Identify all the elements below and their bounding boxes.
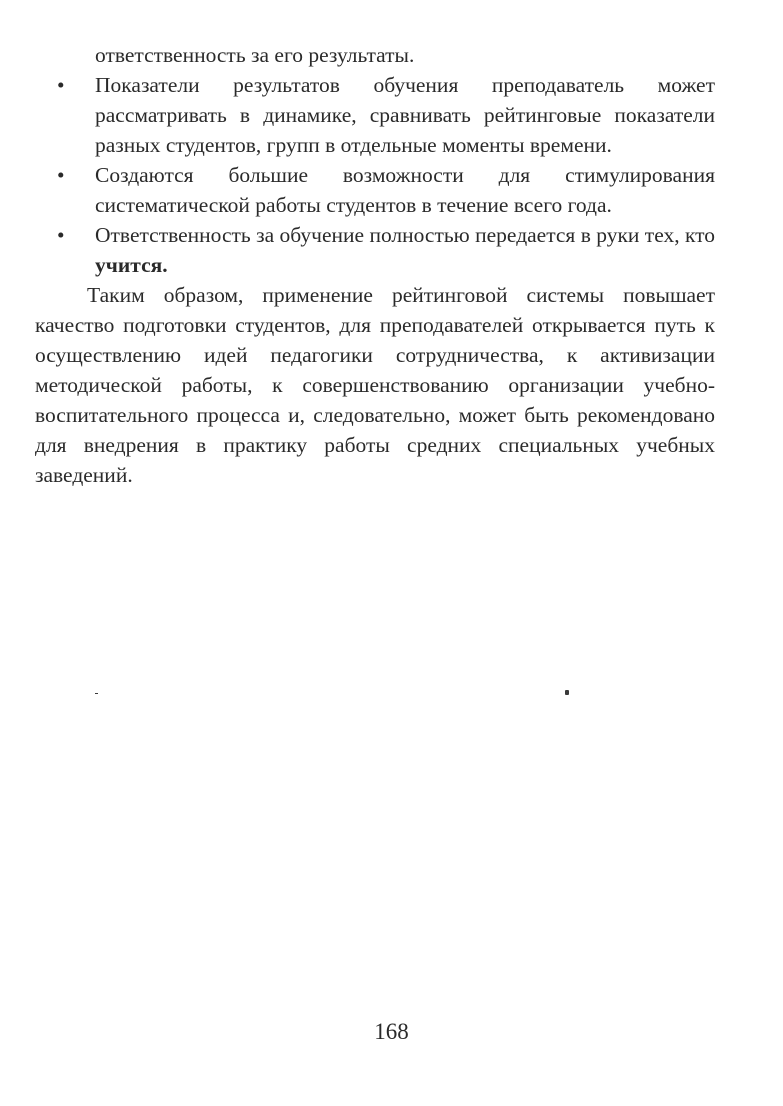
bullet-item-3 xyxy=(35,220,715,280)
bullet-text xyxy=(95,220,715,280)
bullet-dot-icon: • xyxy=(57,73,65,97)
conclusion-paragraph: Таким образом, применение рейтинговой системы повышает качество подготовки студентов, для преподавателей открывается путь к осуществлению идей педагогики сотрудничества, к активизации методической работы, к совершенствованию организации учебно-воспитательного процесса и, следовательно, может быть рекомендовано для внедрения в практику работы средних специальных учебных заведений. xyxy=(35,283,715,487)
continuation-line: ответственность за его результаты. xyxy=(95,43,415,67)
bullet-text-regular: Ответственность за обучение полностью передается в руки тех, кто xyxy=(95,223,715,247)
bullet-text: Создаются большие возможности для стимулирования систематической работы студентов в течение всего года. xyxy=(95,163,715,217)
bullet-dot-icon: • xyxy=(57,223,65,247)
bullet-item-1 xyxy=(35,70,715,160)
bullet-text: Показатели результатов обучения преподаватель может рассматривать в динамике, сравнивать рейтинговые показатели разных студентов, групп в отдельные моменты времени. xyxy=(95,73,715,157)
scan-speck xyxy=(95,693,98,694)
scan-speck xyxy=(565,690,569,695)
bullet-dot-icon: • xyxy=(57,163,65,187)
page-number: 168 xyxy=(374,1019,409,1044)
bullet-item-2 xyxy=(35,160,715,220)
body-text xyxy=(35,40,715,490)
bullet-text-bold: учится. xyxy=(95,253,168,277)
